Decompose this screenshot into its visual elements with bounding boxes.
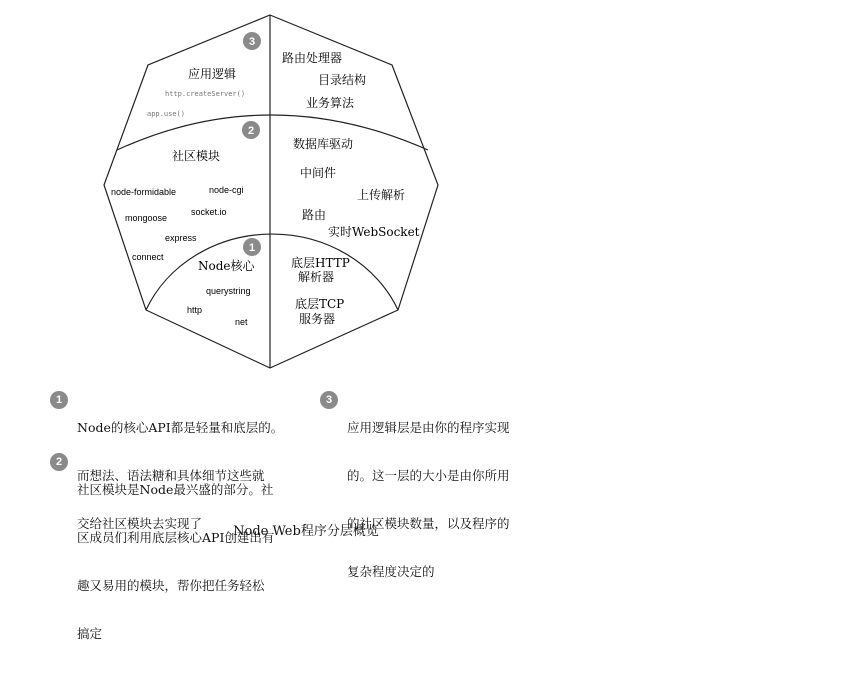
layer-1-badge [243, 238, 261, 256]
community-module: node-formidable [111, 187, 177, 197]
note-line: 的。这一层的大小是由你所用 [347, 468, 510, 483]
note-line: 而想法、语法糖和具体细节这些就 [77, 468, 265, 483]
figure-caption: Node Web程序分层概览 [233, 524, 379, 539]
note-3 [320, 388, 540, 579]
app-right-item: 路由处理器 [282, 51, 343, 65]
core-right-item: 服务器 [299, 312, 336, 326]
core-layer-boundary [146, 234, 398, 310]
community-right-item: 上传解析 [357, 188, 406, 202]
svg-text:1: 1 [248, 242, 256, 254]
app-layer-title: 应用逻辑 [188, 67, 237, 81]
community-layer-title: 社区模块 [172, 149, 221, 163]
layer-3-badge [243, 32, 261, 50]
note-3-badge: 3 [320, 391, 338, 409]
core-right-item: 解析器 [298, 270, 335, 284]
community-module: mongoose [125, 213, 168, 223]
core-module: querystring [206, 286, 251, 296]
note-3-text [347, 388, 510, 612]
svg-text:2: 2 [247, 125, 255, 137]
note-2-badge: 2 [50, 453, 68, 471]
note-line: 应用逻辑层是由你的程序实现 [347, 420, 510, 435]
community-module: express [165, 233, 197, 243]
community-right-item: 实时WebSocket [328, 225, 420, 239]
core-module: net [235, 317, 248, 327]
app-code-item: http.createServer() [165, 90, 246, 98]
layer-2-badge [242, 121, 260, 139]
note-line: 的社区模块数量，以及程序的 [347, 516, 510, 531]
note-line: 交给社区模块去实现了 [77, 516, 203, 531]
note-line: 趣又易用的模块，帮你把任务轻松 [77, 578, 265, 593]
community-module: node-cgi [209, 185, 244, 195]
app-right-item: 目录结构 [318, 73, 367, 87]
note-line: 社区模块是Node最兴盛的部分。社 [77, 482, 274, 497]
community-module: socket.io [191, 207, 227, 217]
app-code-item: app.use() [147, 110, 185, 118]
note-line: Node的核心API都是轻量和底层的。 [77, 420, 284, 435]
note-line: 复杂程度决定的 [347, 564, 435, 579]
community-right-item: 中间件 [300, 166, 337, 180]
core-right-item: 底层HTTP [291, 256, 350, 270]
app-right-item: 业务算法 [306, 96, 355, 110]
community-right-item: 数据库驱动 [293, 137, 354, 151]
community-module: connect [132, 252, 164, 262]
community-right-item: 路由 [302, 208, 327, 222]
note-line: 搞定 [77, 626, 103, 641]
core-right-item: 底层TCP [295, 297, 345, 311]
app-layer-boundary [117, 115, 428, 150]
core-module: http [187, 305, 203, 315]
note-line: 区成员们利用底层核心API创建出有 [77, 530, 275, 545]
core-layer-title: Node核心 [198, 259, 255, 273]
note-1-badge: 1 [50, 391, 68, 409]
note-2-text [77, 450, 274, 674]
svg-text:3: 3 [248, 36, 256, 48]
